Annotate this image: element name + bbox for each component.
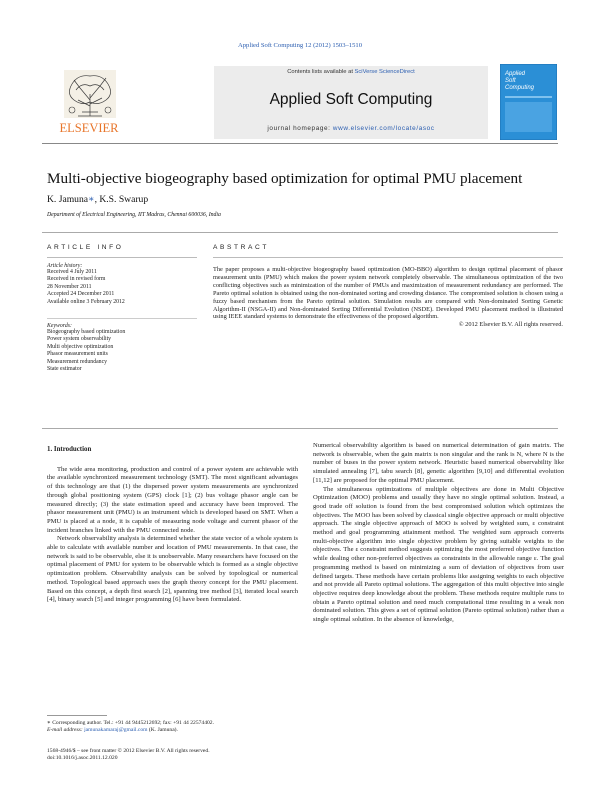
contents-line: [214, 69, 488, 75]
body-left-column: [47, 446, 298, 605]
author-name[interactable]: K.S. Swarup: [99, 194, 149, 205]
abstract-text: The paper proposes a multi-objective biogeography based optimization (MO-BBO) algorithm to design optimal placement of phasor measurement units (PMU) which makes the power system network completely observable. The simultaneous optimization of the two conflicting objectives such as minimization of the number of PMUs and maximization of measurement redundancy are performed. The Pareto optimal solution is obtained using the non-dominated sorting and crowding distance. The compromised solution is chosen using a fuzzy based mechanism from the Pareto optimal solution. Simulation results are compared with Non-dominated Sorting Genetic Algorithm-II (NSGA-II) and Non-dominated Sorting Differential Evolution (NSDE). Developed PMU placement method is illustrated using IEEE standard systems to demonstrate the effectiveness of the proposed algorithm.: [213, 266, 563, 321]
contents-prefix: Contents lists available at: [287, 69, 355, 75]
article-title: Multi-objective biogeography based optimization for optimal PMU placement: [47, 170, 523, 187]
keyword: Multi objective optimization: [47, 343, 114, 350]
tree-icon: [42, 66, 137, 139]
publisher-wordmark: ELSEVIER: [59, 121, 119, 135]
keyword: Phasor measurement units: [47, 351, 108, 358]
homepage-prefix: journal homepage:: [267, 125, 333, 132]
footnote-rule: [47, 715, 107, 716]
affiliation: Department of Electrical Engineering, IIT Madras, Chennai 600036, India: [47, 212, 221, 218]
email-line: [47, 727, 305, 734]
doi-line[interactable]: doi:10.1016/j.asoc.2011.12.020: [47, 755, 118, 762]
body-paragraph: Numerical observability algorithm is based on numerical determination of gain matrix. The network is observable, when the gain matrix is non singular and the rank is N, where N is the number of buses in the power system network. Heuristic based numerical observability like simulated annealing [7], tabu search [8], genetic algorithm [9,10] and differential evolution [11,12] are proposed for the optimal PMU placement.: [313, 442, 564, 484]
issn-line: 1568-4946/$ – see front matter © 2012 Elsevier B.V. All rights reserved.: [47, 748, 210, 754]
section-heading: 1. Introduction: [47, 446, 92, 453]
journal-reference[interactable]: Applied Soft Computing 12 (2012) 1503–1510: [238, 42, 362, 49]
body-right-column: [313, 442, 564, 625]
abstract-heading: ABSTRACT: [213, 244, 269, 251]
copyright: © 2012 Elsevier B.V. All rights reserved.: [458, 321, 563, 329]
keyword: State estimator: [47, 366, 82, 373]
email-label: E-mail address:: [47, 727, 85, 734]
body-paragraph: The simultaneous optimizations of multiple objectives are done in Multi Objective Optimization (MOO) problems and usually they have no single optimal solution. Instead, a good trade off solution is found from the best compromised solution which optimizes the objectives. The MOO has been solved by classical single objective approach or multi objective approach. The single objective approach of MOO is solved by weighted sum, ε constraint method and goal programming attainment method. The weighted sum approach converts multi-objective algorithm into single objective problem by giving suitable weights to the objectives. The ε constraint method suggests optimizing the most preferred objective function while dealing other non-preferred objectives as constraints in the allowable range ε. The goal programming method is based on minimizing a sum of deviation of objectives from user defined targets. These methods have certain problems like assigning weights to each objective and not provide all Pareto optimal solutions. The aggregation of this multi objective into single objective requires deep knowledge about the problem. These methods require multiple runs to obtain a Pareto optimal solution and need much computational time resulting in a weak non dominated solution. This gives a set of optimal solution (Pareto optimal solution) rather than a single optimal solution. In the absence of knowledge,: [313, 485, 564, 624]
front-matter: [47, 748, 210, 763]
abstract-rule: [213, 257, 563, 258]
elsevier-logo: [42, 66, 137, 139]
journal-homepage: [214, 125, 488, 132]
body-paragraph: The wide area monitoring, production and control of a power system are achievable with the available synchronized measurement technology (SMT). The most significant advantages of this technology are that (1) the dispersed power system measurements are synchronized through global positioning system (GPS) clock [1]; (2) bus voltage phasor angle can be measured directly; (3) the state estimation speed and accuracy have been improved. The phasor measurement unit (PMU) is an instrument which is developed based on SMT. When a PMU is placed at a node, it is capable of measuring node voltage and current phasor of the incident branches linked with the PMU connected node.: [47, 465, 298, 534]
article-info-rule: [47, 257, 197, 258]
cover-word-1: Applied: [505, 71, 526, 77]
footnote: [47, 720, 305, 734]
history-item: Received 4 July 2011: [47, 269, 97, 275]
author-list: [47, 194, 148, 205]
email-link[interactable]: jamunakamaraj@gmail.com: [84, 727, 148, 734]
body-paragraph: Network observability analysis is determined whether the state vector of a whole system is able to calculate with available number and location of PMU measurements. In that case, the network is said to be observable, else it is unobservable. Many researchers have focused on the optimal placement of PMU for system to be observable which is formed as a single objective optimization problem. Observability analysis can be solved by topological or numerical method. Topological based approach uses the graph theory concept for the PMU placement. Based on this concept, a depth first search [2], spanning tree method [3], iterated local search [4], binary search [5] and integer programming [6] have been formulated.: [47, 535, 298, 604]
corresponding-author-note: ∗ Corresponding author. Tel.: +91 44 9445212692; fax: +91 44 22574402.: [47, 720, 215, 726]
author-separator: ,: [94, 194, 100, 205]
article-info-heading: ARTICLE INFO: [47, 244, 124, 251]
keyword: Measurement redundancy: [47, 358, 108, 365]
keyword: Power system observability: [47, 336, 112, 343]
history-item: 28 November 2011: [47, 283, 92, 290]
header-rule: [42, 232, 558, 233]
corresponding-author-mark[interactable]: ∗: [88, 194, 95, 205]
article-history: [47, 263, 197, 306]
homepage-link[interactable]: www.elsevier.com/locate/asoc: [332, 125, 435, 132]
abstract-body: [213, 266, 563, 329]
cover-word-2: Soft: [505, 78, 516, 84]
history-label: Article history:: [47, 263, 83, 269]
journal-cover: [500, 64, 557, 140]
keywords-label: Keywords:: [47, 323, 72, 329]
body-rule: [42, 428, 558, 429]
sciencedirect-link[interactable]: SciVerse ScienceDirect: [354, 69, 415, 75]
keyword: Biogeography based optimization: [47, 329, 126, 335]
email-suffix: (K. Jamuna).: [147, 727, 178, 734]
masthead-rule: [42, 143, 558, 144]
cover-word-3: Computing: [505, 85, 535, 91]
history-item: Available online 3 February 2012: [47, 298, 125, 305]
history-item: Accepted 24 December 2011: [47, 291, 115, 298]
author-name[interactable]: K. Jamuna: [47, 194, 89, 205]
journal-title: Applied Soft Computing: [269, 91, 433, 108]
history-item: Received in revised form: [47, 276, 106, 283]
keywords-rule: [47, 318, 197, 319]
keywords-block: [47, 323, 197, 373]
